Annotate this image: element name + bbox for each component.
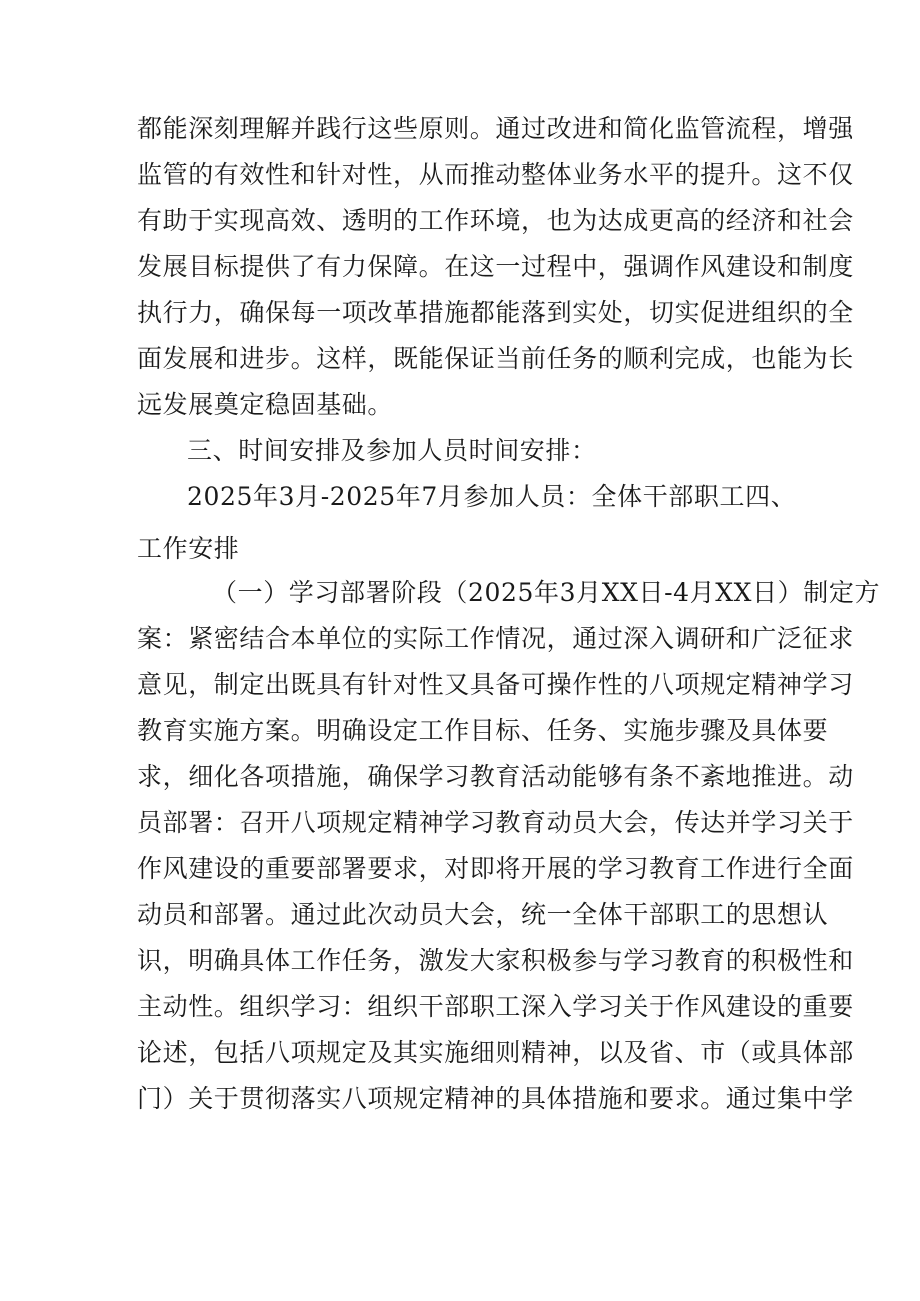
body-text-line: 面发展和进步。这样，既能保证当前任务的顺利完成，也能为长 bbox=[137, 344, 854, 373]
body-text-line: 远发展奠定稳固基础。 bbox=[137, 390, 394, 419]
body-text-line: 员部署：召开八项规定精神学习教育动员大会，传达并学习关于 bbox=[137, 808, 854, 837]
body-text-line: 作风建设的重要部署要求，对即将开展的学习教育工作进行全面 bbox=[137, 854, 854, 883]
body-text-line: 主动性。组织学习：组织干部职工深入学习关于作风建设的重要 bbox=[137, 992, 854, 1021]
body-text-line: 监管的有效性和针对性，从而推动整体业务水平的提升。这不仅 bbox=[137, 160, 854, 189]
body-text-line: 案：紧密结合本单位的实际工作情况，通过深入调研和广泛征求 bbox=[137, 624, 854, 653]
body-text-line: 论述，包括八项规定及其实施细则精神，以及省、市（或具体部 bbox=[137, 1038, 854, 1067]
body-text-line: 都能深刻理解并践行这些原则。通过改进和简化监管流程，增强 bbox=[137, 114, 854, 143]
section-heading: 工作安排 bbox=[137, 534, 240, 563]
body-text-line: 执行力，确保每一项改革措施都能落到实处，切实促进组织的全 bbox=[137, 298, 854, 327]
section-heading: 三、时间安排及参加人员时间安排： bbox=[187, 436, 597, 465]
body-text-line: 有助于实现高效、透明的工作环境，也为达成更高的经济和社会 bbox=[137, 206, 854, 235]
body-text-line: 意见，制定出既具有针对性又具备可操作性的八项规定精神学习 bbox=[137, 670, 854, 699]
body-text-line: 动员和部署。通过此次动员大会，统一全体干部职工的思想认 bbox=[137, 900, 829, 929]
subsection-heading-line: （一）学习部署阶段（2025年3月XX日-4月XX日）制定方 bbox=[212, 578, 881, 607]
body-text-line: 识，明确具体工作任务，激发大家积极参与学习教育的积极性和 bbox=[137, 946, 854, 975]
body-text-line: 求，细化各项措施，确保学习教育活动能够有条不紊地推进。动 bbox=[137, 762, 854, 791]
body-text-line: 教育实施方案。明确设定工作目标、任务、实施步骤及具体要 bbox=[137, 716, 829, 745]
schedule-line: 2025年3月-2025年7月参加人员：全体干部职工四、 bbox=[187, 482, 797, 511]
body-text-line: 发展目标提供了有力保障。在这一过程中，强调作风建设和制度 bbox=[137, 252, 854, 281]
body-text-line: 门）关于贯彻落实八项规定精神的具体措施和要求。通过集中学 bbox=[137, 1084, 854, 1113]
